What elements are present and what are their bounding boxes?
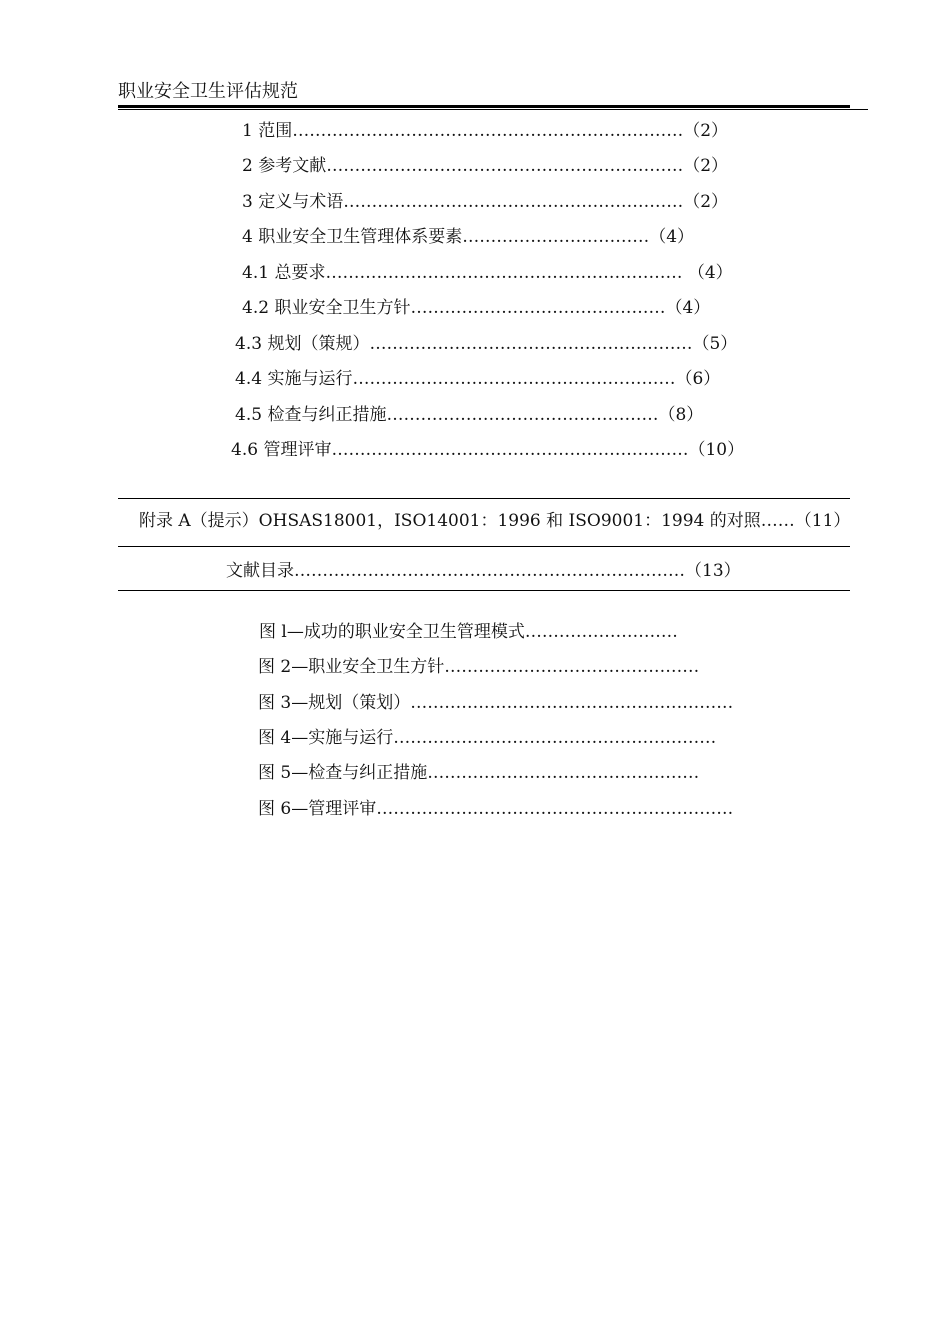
figure-item[interactable]: 图 l—成功的职业安全卫生管理模式……………………… [259,622,678,642]
toc-item[interactable]: 2 参考文献………………………………………………………（2） [242,156,729,176]
figure-item[interactable]: 图 6—管理评审……………………………………………………… [258,799,734,819]
header-rule-thick [118,105,850,108]
toc-item[interactable]: 4.1 总要求……………………………………………………… （4） [242,263,733,283]
toc-item[interactable]: 4.2 职业安全卫生方针………………………………………（4） [242,298,711,318]
figure-item[interactable]: 图 4—实施与运行………………………………………………… [258,728,717,748]
separator-line [118,546,850,547]
separator-line [118,590,850,591]
toc-appendix-item[interactable]: 附录 A（提示）OHSAS18001，ISO14001：1996 和 ISO9001：1994 的对照……（11） [139,511,851,531]
figure-item[interactable]: 图 3—规划（策划）………………………………………………… [258,693,734,713]
toc-item[interactable]: 4.4 实施与运行…………………………………………………（6） [235,369,721,389]
toc-item[interactable]: 4.6 管理评审………………………………………………………（10） [231,440,745,460]
toc-item[interactable]: 1 范围……………………………………………………………（2） [242,121,729,141]
toc-bibliography-item[interactable]: 文献目录……………………………………………………………（13） [226,561,741,581]
separator-line [118,498,850,499]
header-rule-thin [118,109,868,110]
toc-item[interactable]: 4.5 检查与纠正措施…………………………………………（8） [235,405,704,425]
toc-item[interactable]: 4.3 规划（策规）…………………………………………………（5） [235,334,738,354]
figure-item[interactable]: 图 5—检查与纠正措施………………………………………… [258,763,700,783]
toc-item[interactable]: 3 定义与术语……………………………………………………（2） [242,192,729,212]
toc-item[interactable]: 4 职业安全卫生管理体系要素……………………………（4） [242,227,695,247]
figure-item[interactable]: 图 2—职业安全卫生方针……………………………………… [258,657,700,677]
header-title: 职业安全卫生评估规范 [118,81,298,102]
